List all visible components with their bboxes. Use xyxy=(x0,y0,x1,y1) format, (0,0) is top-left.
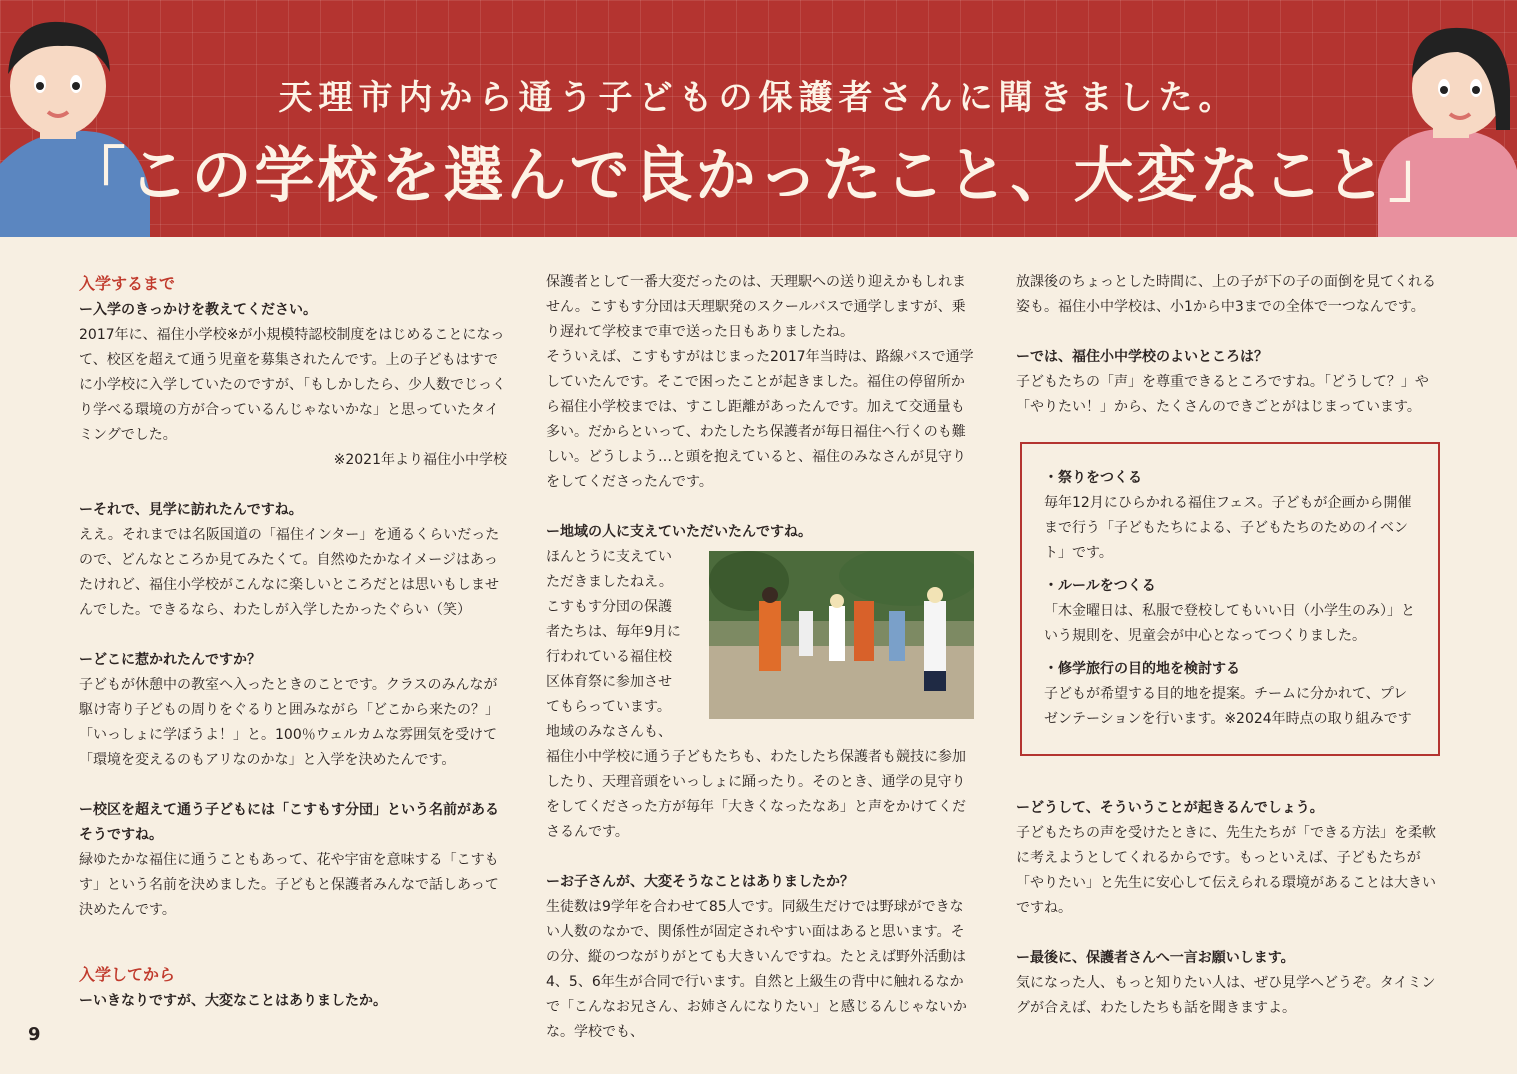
sports-festival-photo xyxy=(709,551,974,719)
header-banner xyxy=(0,0,1517,237)
question-8: ーでは、福住小中学校のよいところは？ xyxy=(1016,349,1268,365)
answer-10: 気になった人、もっと知りたい人は、ぜひ見学へどうぞ。タイミングが合えば、わたしたちも話を聞きますよ。 xyxy=(1016,975,1436,1016)
answer-5-continued: そういえば、こすもすがはじまった2017年当時は、路線バスで通学していたんです。そこで困ったことが起きました。福住の停留所から福住小学校までは、すこし距離があったんです。加えて交通量も多い。だからといって、わたしたち保護者が毎日福住へ行くのも難しい。どうしよう…と頭を抱えていると、福住のみなさんが見守りをしてくださったんです。 xyxy=(546,349,974,490)
question-4: ー校区を超えて通う子どもには「こすもす分団」という名前があるそうですね。 xyxy=(79,802,499,843)
answer-4: 緑ゆたかな福住に通うこともあって、花や宇宙を意味する「こすもす」という名前を決めました。子どもと保護者みんなで話しあって決めたんです。 xyxy=(79,852,499,918)
question-5: ーいきなりですが、大変なことはありましたか。 xyxy=(79,993,387,1009)
example-item xyxy=(1044,466,1416,566)
question-1: ー入学のきっかけを教えてください。 xyxy=(79,302,317,318)
question-2: ーそれで、見学に訪れたんですね。 xyxy=(79,502,303,518)
question-3: ーどこに惹かれたんですか？ xyxy=(79,652,261,668)
example-item xyxy=(1044,657,1416,732)
header-title: 「この学校を選んで良かったこと、大変なこと」 xyxy=(65,141,1452,211)
section-title-before-enrollment: 入学するまで xyxy=(79,274,176,293)
question-6: ー地域の人に支えていただいたんですね。 xyxy=(546,524,812,540)
example-title: ・祭りをつくる xyxy=(1044,470,1142,486)
answer-7-continued: 放課後のちょっとした時間に、上の子が下の子の面倒を見てくれる姿も。福住小中学校は、小1から中3までの全体で一つなんです。 xyxy=(1016,274,1436,315)
example-text: 子どもが希望する目的地を提案。チームに分かれて、プレゼンテーションを行います。※2024年時点の取り組みです xyxy=(1044,686,1412,727)
footnote: ※2021年より福住小中学校 xyxy=(333,452,507,468)
example-item xyxy=(1044,574,1416,649)
answer-2: ええ。それまでは名阪国道の「福住インター」を通るくらいだったので、どんなところか見てみたくて。自然ゆたかなイメージはあったけれど、福住小学校がこんなに楽しいところだとは思いもしませんでした。できるなら、わたしが入学したかったぐらい（笑） xyxy=(79,527,500,618)
answer-3: 子どもが休憩中の教室へ入ったときのことです。クラスのみんなが駆け寄り子どもの周りをぐるりと囲みながら「どこから来たの？」「いっしょに学ぼうよ！」と。100％ウェルカムな雰囲気を受けて「環境を変えるのもアリなのかな」と入学を決めたんです。 xyxy=(79,677,499,768)
example-text: 「木金曜日は、私服で登校してもいい日（小学生のみ）」という規則を、児童会が中心となってつくりました。 xyxy=(1044,603,1415,644)
header-subtitle: 天理市内から通う子どもの保護者さんに聞きました。 xyxy=(278,78,1239,118)
answer-8: 子どもたちの「声」を尊重できるところですね。「どうして？」や「やりたい！」から、たくさんのできごとがはじまっています。 xyxy=(1016,374,1429,415)
answer-7: 生徒数は9学年を合わせて85人です。同級生だけでは野球ができない人数のなかで、関係性が固定されやすい面はあると思います。その分、縦のつながりがとても大きいんですね。たとえば野外活動は4、5、6年生が合同で行います。自然と上級生の背中に触れるなかで「こんなお兄さん、お姉さんになりたい」と感じるんじゃないかな。学校でも、 xyxy=(546,899,967,1040)
example-title: ・修学旅行の目的地を検討する xyxy=(1044,661,1240,677)
question-7: ーお子さんが、大変そうなことはありましたか？ xyxy=(546,874,854,890)
example-title: ・ルールをつくる xyxy=(1044,578,1156,594)
page-number: 9 xyxy=(28,1024,41,1045)
question-10: ー最後に、保護者さんへ一言お願いします。 xyxy=(1016,950,1295,966)
section-title-after-enrollment: 入学してから xyxy=(79,965,176,984)
answer-5: 保護者として一番大変だったのは、天理駅への送り迎えかもしれません。こすもす分団は天理駅発のスクールバスで通学しますが、乗り遅れて学校まで車で送った日もありましたね。 xyxy=(546,274,966,340)
answer-1: 2017年に、福住小学校※が小規模特認校制度をはじめることになって、校区を超えて通う児童を募集されたんです。上の子どもはすでに小学校に入学していたのですが、「もしかしたら、少人数でじっくり学べる環境の方が合っているんじゃないかな」と思っていたタイミングでした。 xyxy=(79,327,506,443)
column-middle xyxy=(546,270,974,1045)
example-text: 毎年12月にひらかれる福住フェス。子どもが企画から開催まで行う「子どもたちによる、子どもたちのためのイベント」です。 xyxy=(1044,495,1412,561)
answer-6: ほんとうに支えていただきましたねえ。こすもす分団の保護者たちは、毎年9月に行われている福住校区体育祭に参加させてもらっています。地域のみなさんも、福住小中学校に通う子どもたちも、わたしたち保護者も競技に参加したり、天理音頭をいっしょに踊ったり。そのとき、通学の見守りをしてくださった方が毎年「大きくなったなあ」と声をかけてくださるんです。 xyxy=(546,549,966,840)
examples-box xyxy=(1020,442,1440,756)
answer-9: 子どもたちの声を受けたときに、先生たちが「できる方法」を柔軟に考えようとしてくれるからです。もっといえば、子どもたちが「やりたい」と先生に安心して伝えられる環境があることは大きいですね。 xyxy=(1016,825,1436,916)
question-9: ーどうして、そういうことが起きるんでしょう。 xyxy=(1016,800,1324,816)
column-right xyxy=(1016,270,1444,1021)
column-left xyxy=(79,270,507,1014)
